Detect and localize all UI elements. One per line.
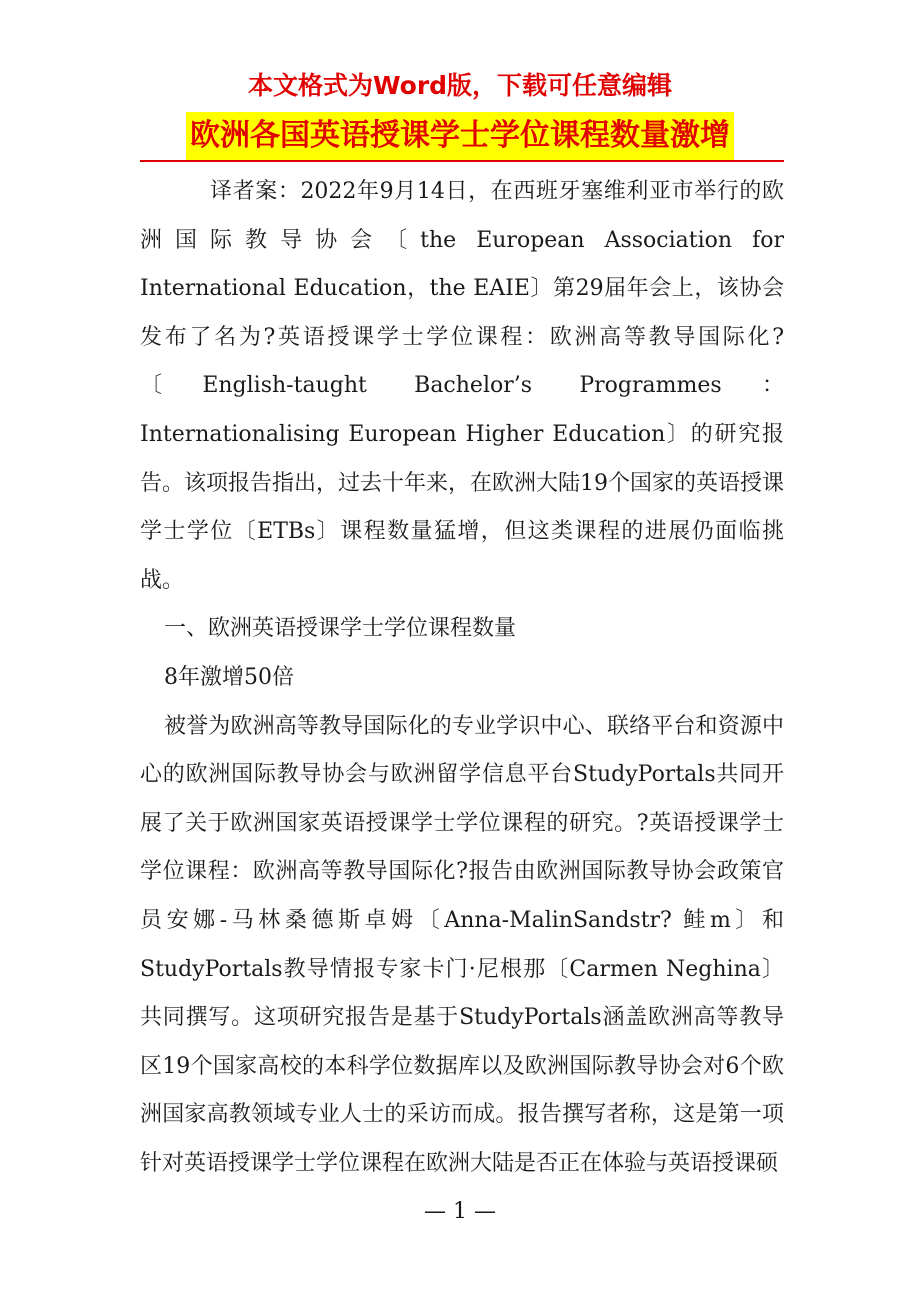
paragraph-body: 被誉为欧洲高等教导国际化的专业学识中心、联络平台和资源中心的欧洲国际教导协会与欧洲留学信息平台StudyPortals共同开展了关于欧洲国家英语授课学士学位课程的研究。?英语授课学士学位课程：欧洲高等教导国际化?报告由欧洲国际教导协会政策官员安娜-马林桑德斯卓姆〔Anna-MalinSandstr? 鲑m〕和StudyPortals教导情报专家卡门·尼根那〔Carmen Neghina〕共同撰写。这项研究报告是基于StudyPortals涵盖欧洲高等教导区19个国家高校的本科学位数据库以及欧洲国际教导协会对6个欧洲国家高教领域专业人士的采访而成。报告撰写者称，这是第一项针对英语授课学士学位课程在欧洲大陆是否正在体验与英语授课硕 (140, 713, 784, 1176)
title-container (0, 112, 920, 160)
title-divider (140, 160, 784, 162)
document-title: 欧洲各国英语授课学士学位课程数量激增 (186, 112, 734, 160)
section-subheading: 8年激增50倍 (164, 664, 294, 690)
format-notice: 本文格式为Word版，下载可任意编辑 (247, 71, 673, 100)
page-number: — 1 — (424, 1199, 496, 1224)
paragraph-intro: 译者案：2022年9月14日，在西班牙塞维利亚市举行的欧洲国际教导协会〔the European Association for International Education，the EAIE〕第29届年会上，该协会发布了名为?英语授课学士学位课程：欧洲高等教导国际化?〔English-taught Bachelor’s Programmes： Internationalising European Higher Education〕的研究报告。该项报告指出，过去十年来，在欧洲大陆19个国家的英语授课学士学位〔ETBs〕课程数量猛增，但这类课程的进展仍面临挑战。 (140, 179, 784, 593)
section-heading: 一、欧洲英语授课学士学位课程数量 (164, 616, 517, 642)
document-body (140, 168, 784, 1188)
